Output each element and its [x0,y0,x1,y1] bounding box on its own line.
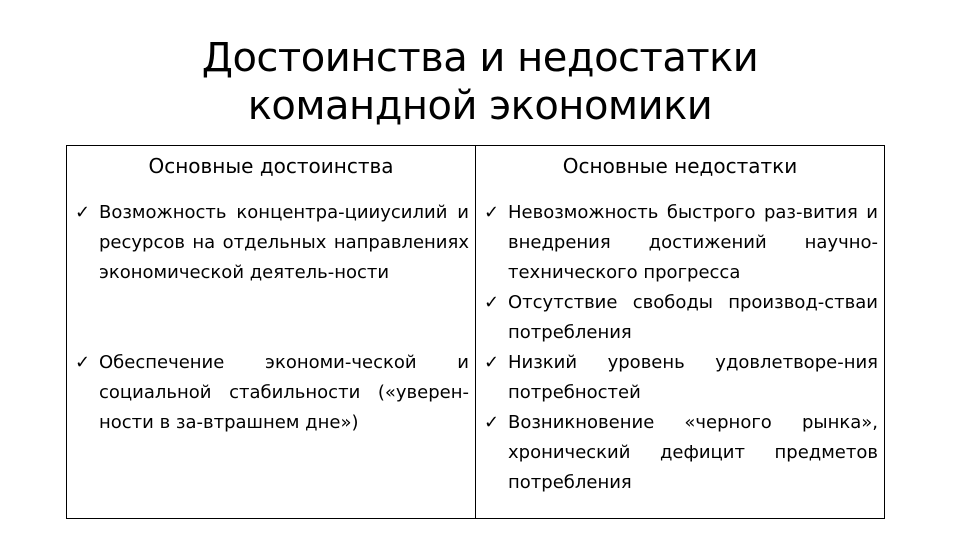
checkmark-icon: ✓ [484,352,500,373]
list-item [67,198,475,348]
checkmark-icon: ✓ [75,352,91,373]
advantage-text: Возможность концентра-цииусилий и ресурсов на отдельных направлениях экономической деятель-ности [99,202,469,283]
checkmark-icon: ✓ [484,292,500,313]
list-item [476,408,884,498]
disadvantage-text: Невозможность быстрого раз-вития и внедрения достижений научно-технического прогресса [508,202,878,283]
advantages-header: Основные достоинства [148,154,394,178]
disadvantages-list [476,198,884,498]
disadvantage-text: Низкий уровень удовлетворе-ния потребностей [508,352,878,403]
advantage-text: Обеспечение экономи-ческой и социальной стабильности («уверен-ности в за-втрашнем дне») [99,352,469,433]
list-item [476,348,884,408]
advantages-column [67,146,475,518]
slide-title [0,34,960,130]
disadvantages-column [475,146,884,518]
list-item [476,288,884,348]
checkmark-icon: ✓ [484,202,500,223]
checkmark-icon: ✓ [75,202,91,223]
disadvantage-text: Отсутствие свободы производ-стваи потребления [508,292,878,343]
list-item [476,198,884,288]
disadvantages-header: Основные недостатки [562,154,798,178]
title-line-1: Достоинства и недостатки [201,35,759,81]
title-line-2: командной экономики [247,83,713,129]
advantages-list [67,198,475,438]
list-item [67,348,475,438]
comparison-table [66,145,885,519]
disadvantage-text: Возникновение «черного рынка», хронический дефицит предметов потребления [508,412,878,493]
checkmark-icon: ✓ [484,412,500,433]
